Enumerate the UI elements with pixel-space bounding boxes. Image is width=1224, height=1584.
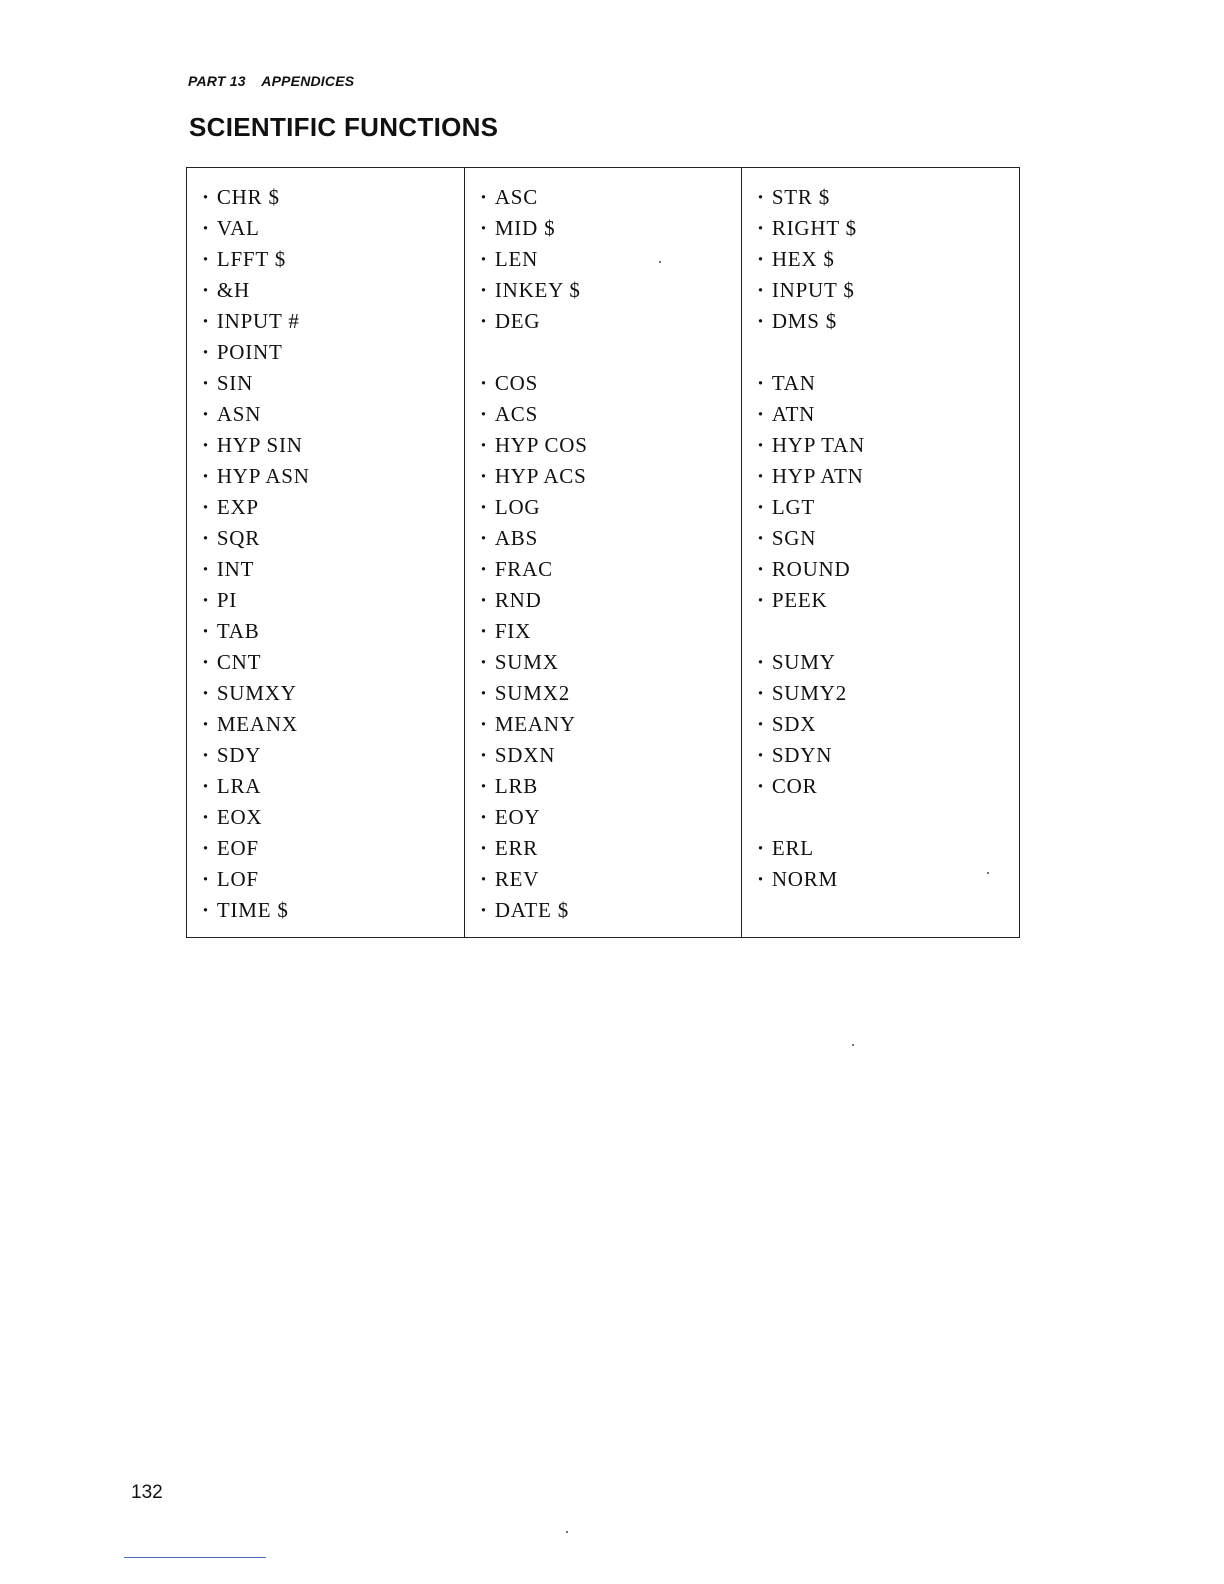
function-item [202,712,298,736]
bullet-icon: · [757,185,765,209]
function-item [202,495,259,519]
function-name: SDX [771,712,817,736]
bullet-icon: · [202,898,210,922]
function-item [757,867,838,891]
function-name: EXP [216,495,259,519]
function-item [480,712,576,736]
bullet-icon: · [202,650,210,674]
function-name: DEG [494,309,541,333]
function-item [202,402,261,426]
bullet-icon: · [480,712,488,736]
functions-column-2 [465,168,742,937]
function-item [757,371,816,395]
section-label: APPENDICES [261,73,355,89]
function-name: RND [494,588,542,612]
function-item [202,278,250,302]
function-name: ATN [771,402,816,426]
bullet-icon: · [480,836,488,860]
bullet-icon: · [202,805,210,829]
function-item [480,836,538,860]
function-name: SDYN [771,743,833,767]
function-item [480,526,538,550]
function-name: SUMX2 [494,681,570,705]
function-name: HYP SIN [216,433,303,457]
function-name: MID $ [494,216,556,240]
function-item [480,805,540,829]
function-name: HYP ASN [216,464,310,488]
scan-speck [987,872,989,874]
function-name: ACS [494,402,539,426]
bullet-icon: · [757,402,765,426]
function-item [202,340,283,364]
bullet-icon: · [480,743,488,767]
function-item [757,495,815,519]
bottom-rule [124,1557,266,1558]
bullet-icon: · [202,836,210,860]
function-name: SIN [216,371,254,395]
bullet-icon: · [480,309,488,333]
scan-speck [566,1531,568,1533]
bullet-icon: · [202,774,210,798]
function-name: STR $ [771,185,831,209]
function-name: ROUND [771,557,851,581]
function-name: ABS [494,526,539,550]
bullet-icon: · [480,495,488,519]
function-name: HYP ACS [494,464,587,488]
function-item [202,371,253,395]
function-name: VAL [216,216,260,240]
function-item [480,464,587,488]
function-item [202,619,260,643]
bullet-icon: · [202,216,210,240]
bullet-icon: · [757,464,765,488]
function-item [757,216,857,240]
function-name: SUMXY [216,681,297,705]
function-name: MEANX [216,712,298,736]
function-name: FRAC [494,557,553,581]
function-item [202,743,261,767]
function-name: TAN [771,371,816,395]
bullet-icon: · [757,588,765,612]
bullet-icon: · [202,278,210,302]
function-item [480,774,538,798]
function-name: LEN [494,247,539,271]
function-item [480,619,531,643]
bullet-icon: · [757,681,765,705]
function-name: INPUT # [216,309,300,333]
bullet-icon: · [202,464,210,488]
bullet-icon: · [757,650,765,674]
function-name: REV [494,867,540,891]
bullet-icon: · [757,278,765,302]
function-item [480,185,538,209]
bullet-icon: · [757,309,765,333]
function-name: ASN [216,402,262,426]
function-name: ERL [771,836,814,860]
function-name: INKEY $ [494,278,581,302]
function-item [480,743,555,767]
function-name: PI [216,588,238,612]
function-item [757,278,855,302]
bullet-icon: · [202,247,210,271]
bullet-icon: · [757,712,765,736]
function-name: DMS $ [771,309,838,333]
bullet-icon: · [757,247,765,271]
bullet-icon: · [480,867,488,891]
bullet-icon: · [480,681,488,705]
function-item [757,464,864,488]
running-head [188,73,354,89]
function-item [202,836,259,860]
bullet-icon: · [202,340,210,364]
function-name: SDXN [494,743,556,767]
function-item [202,867,259,891]
bullet-icon: · [757,433,765,457]
bullet-icon: · [757,371,765,395]
function-name: LGT [771,495,816,519]
function-item [202,588,237,612]
bullet-icon: · [202,619,210,643]
bullet-icon: · [202,495,210,519]
scan-speck [852,1044,854,1046]
function-item [757,433,865,457]
function-name: COS [494,371,539,395]
scan-speck [659,261,661,263]
function-item [480,557,553,581]
function-name: HEX $ [771,247,835,271]
bullet-icon: · [202,743,210,767]
function-item [757,588,828,612]
bullet-icon: · [202,712,210,736]
bullet-icon: · [202,588,210,612]
bullet-icon: · [757,836,765,860]
bullet-icon: · [757,867,765,891]
bullet-icon: · [480,185,488,209]
function-name: SUMY2 [771,681,847,705]
function-name: CNT [216,650,262,674]
function-item [202,526,260,550]
function-item [757,247,835,271]
function-item [202,433,303,457]
function-item [480,681,570,705]
function-name: MEANY [494,712,576,736]
functions-column-1 [187,168,465,937]
function-name: TAB [216,619,260,643]
function-name: LOG [494,495,541,519]
function-item [202,557,254,581]
bullet-icon: · [480,774,488,798]
function-name: LRB [494,774,539,798]
function-item [757,836,814,860]
function-item [480,588,542,612]
function-name: HYP ATN [771,464,864,488]
bullet-icon: · [202,402,210,426]
function-item [757,712,816,736]
function-item [757,681,847,705]
functions-table [186,167,1020,938]
bullet-icon: · [480,278,488,302]
bullet-icon: · [202,309,210,333]
function-item [480,867,539,891]
function-name: SDY [216,743,262,767]
function-name: LOF [216,867,259,891]
function-item [202,805,262,829]
function-name: FIX [494,619,532,643]
function-item [480,309,540,333]
function-item [757,402,815,426]
bullet-icon: · [202,433,210,457]
function-item [202,774,261,798]
function-item [757,526,816,550]
function-name: INPUT $ [771,278,855,302]
function-item [480,898,569,922]
function-name: LFFT $ [216,247,286,271]
function-item [202,464,310,488]
function-name: HYP TAN [771,433,865,457]
bullet-icon: · [757,495,765,519]
function-item [480,402,538,426]
function-item [202,650,261,674]
bullet-icon: · [202,867,210,891]
function-item [202,309,300,333]
function-name: EOY [494,805,541,829]
function-item [757,557,850,581]
bullet-icon: · [480,464,488,488]
function-item [757,309,837,333]
function-name: HYP COS [494,433,588,457]
function-item [202,247,286,271]
bullet-icon: · [757,216,765,240]
function-item [202,216,260,240]
function-name: SGN [771,526,817,550]
bullet-icon: · [202,371,210,395]
bullet-icon: · [480,557,488,581]
page-number: 132 [131,1482,163,1503]
function-item [480,433,588,457]
bullet-icon: · [480,650,488,674]
function-name: ERR [494,836,539,860]
function-item [480,247,538,271]
function-name: LRA [216,774,262,798]
bullet-icon: · [480,247,488,271]
function-name: COR [771,774,818,798]
function-name: RIGHT $ [771,216,857,240]
function-item [202,681,297,705]
bullet-icon: · [202,557,210,581]
function-name: PEEK [771,588,828,612]
bullet-icon: · [757,774,765,798]
bullet-icon: · [480,371,488,395]
function-item [757,774,817,798]
part-label: PART 13 [188,73,246,89]
bullet-icon: · [202,185,210,209]
function-item [480,278,581,302]
function-item [757,743,832,767]
function-item [757,650,836,674]
bullet-icon: · [757,557,765,581]
function-item [202,898,289,922]
bullet-icon: · [480,526,488,550]
function-name: POINT [216,340,283,364]
function-item [757,185,830,209]
function-name: &H [216,278,250,302]
function-name: EOX [216,805,263,829]
bullet-icon: · [480,433,488,457]
bullet-icon: · [757,743,765,767]
function-name: SUMX [494,650,559,674]
function-item [202,185,280,209]
function-name: DATE $ [494,898,570,922]
function-item [480,371,538,395]
function-item [480,216,555,240]
bullet-icon: · [202,526,210,550]
function-name: EOF [216,836,259,860]
bullet-icon: · [480,898,488,922]
functions-column-3 [742,168,1019,937]
function-name: INT [216,557,255,581]
page-title: SCIENTIFIC FUNCTIONS [189,112,499,142]
bullet-icon: · [480,619,488,643]
bullet-icon: · [480,588,488,612]
bullet-icon: · [480,216,488,240]
function-name: ASC [494,185,539,209]
bullet-icon: · [757,526,765,550]
function-name: TIME $ [216,898,289,922]
bullet-icon: · [202,681,210,705]
function-name: NORM [771,867,839,891]
bullet-icon: · [480,402,488,426]
function-item [480,495,540,519]
function-name: CHR $ [216,185,280,209]
function-item [480,650,559,674]
function-name: SUMY [771,650,836,674]
bullet-icon: · [480,805,488,829]
function-name: SQR [216,526,261,550]
